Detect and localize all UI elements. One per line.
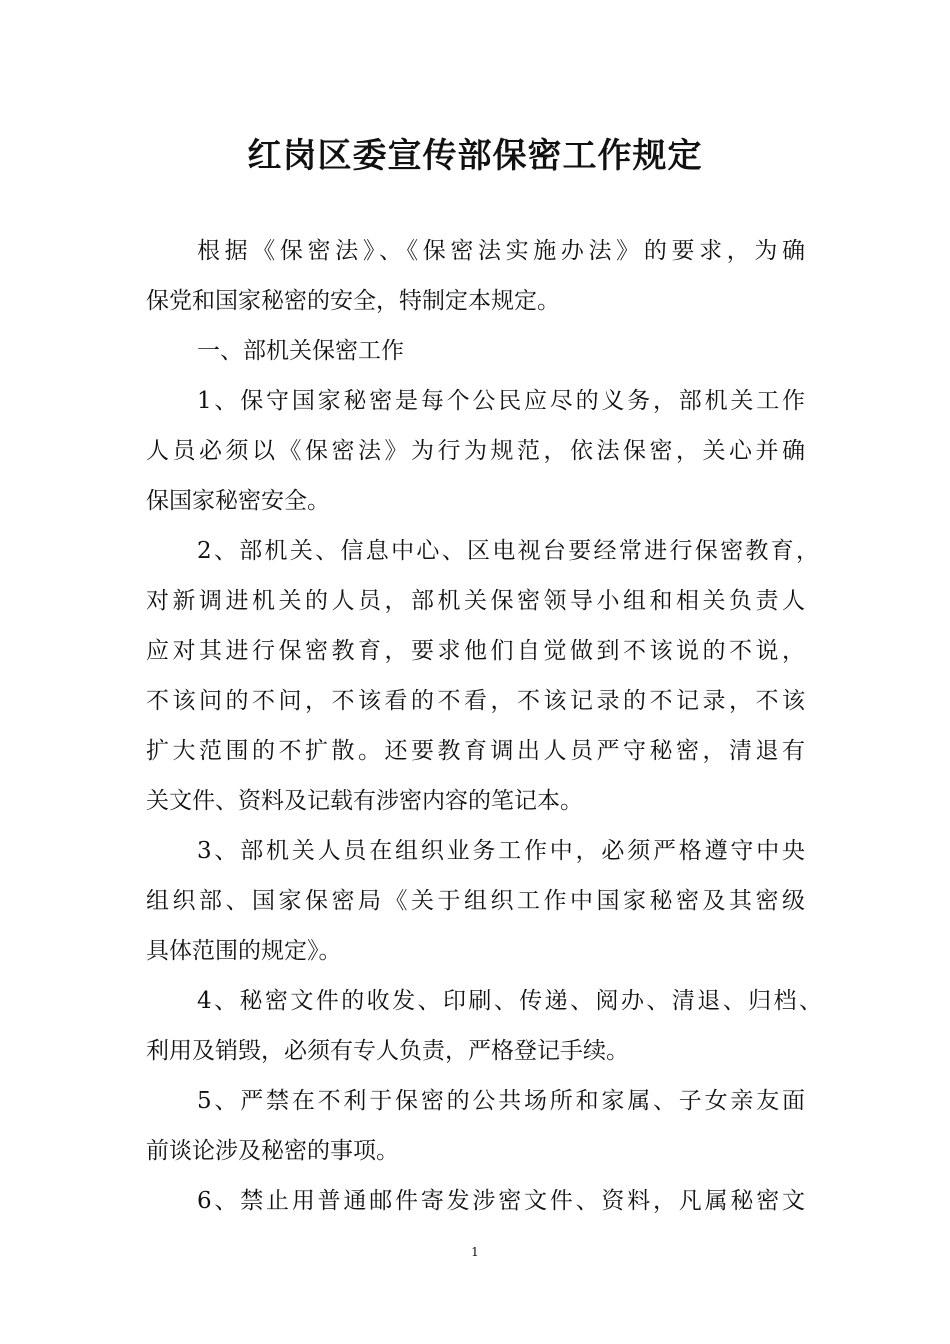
item2-line-2: 对新调进机关的人员，部机关保密领导小组和相关负责人	[146, 588, 805, 614]
item2-line-5: 扩大范围的不扩散。还要教育调出人员严守秘密，清退有	[146, 738, 805, 764]
item3-line-1: 3、部机关人员在组织业务工作中，必须严格遵守中央	[197, 838, 805, 864]
item1-line-1: 1、保守国家秘密是每个公民应尽的义务，部机关工作	[197, 388, 805, 414]
item2-line-6: 关文件、资料及记载有涉密内容的笔记本。	[146, 788, 583, 814]
item1-line-3: 保国家秘密安全。	[146, 488, 330, 514]
item3-line-2: 组织部、国家保密局《关于组织工作中国家秘密及其密级	[146, 888, 805, 914]
intro-line-2: 保党和国家秘密的安全，特制定本规定。	[146, 288, 560, 314]
item5-line-2: 前谈论涉及秘密的事项。	[146, 1138, 399, 1164]
item2-line-1: 2、部机关、信息中心、区电视台要经常进行保密教育，	[197, 538, 819, 564]
item4-line-2: 利用及销毁，必须有专人负责，严格登记手续。	[146, 1038, 629, 1064]
page-number: 1	[471, 1245, 479, 1259]
section-heading: 一、部机关保密工作	[197, 338, 404, 364]
item2-line-3: 应对其进行保密教育，要求他们自觉做到不该说的不说，	[146, 638, 805, 664]
item3-line-3: 具体范围的规定》。	[146, 938, 342, 964]
document-title: 红岗区委宣传部保密工作规定	[247, 136, 703, 176]
item2-line-4: 不该问的不问，不该看的不看，不该记录的不记录，不该	[146, 688, 805, 714]
item4-line-1: 4、秘密文件的收发、印刷、传递、阅办、清退、归档、	[197, 988, 822, 1014]
intro-line-1: 根据《保密法》、《保密法实施办法》的要求，为确	[197, 238, 805, 264]
item1-line-2: 人员必须以《保密法》为行为规范，依法保密，关心并确	[146, 438, 805, 464]
item6-line-1: 6、禁止用普通邮件寄发涉密文件、资料，凡属秘密文	[197, 1188, 805, 1214]
item5-line-1: 5、严禁在不利于保密的公共场所和家属、子女亲友面	[197, 1088, 805, 1114]
